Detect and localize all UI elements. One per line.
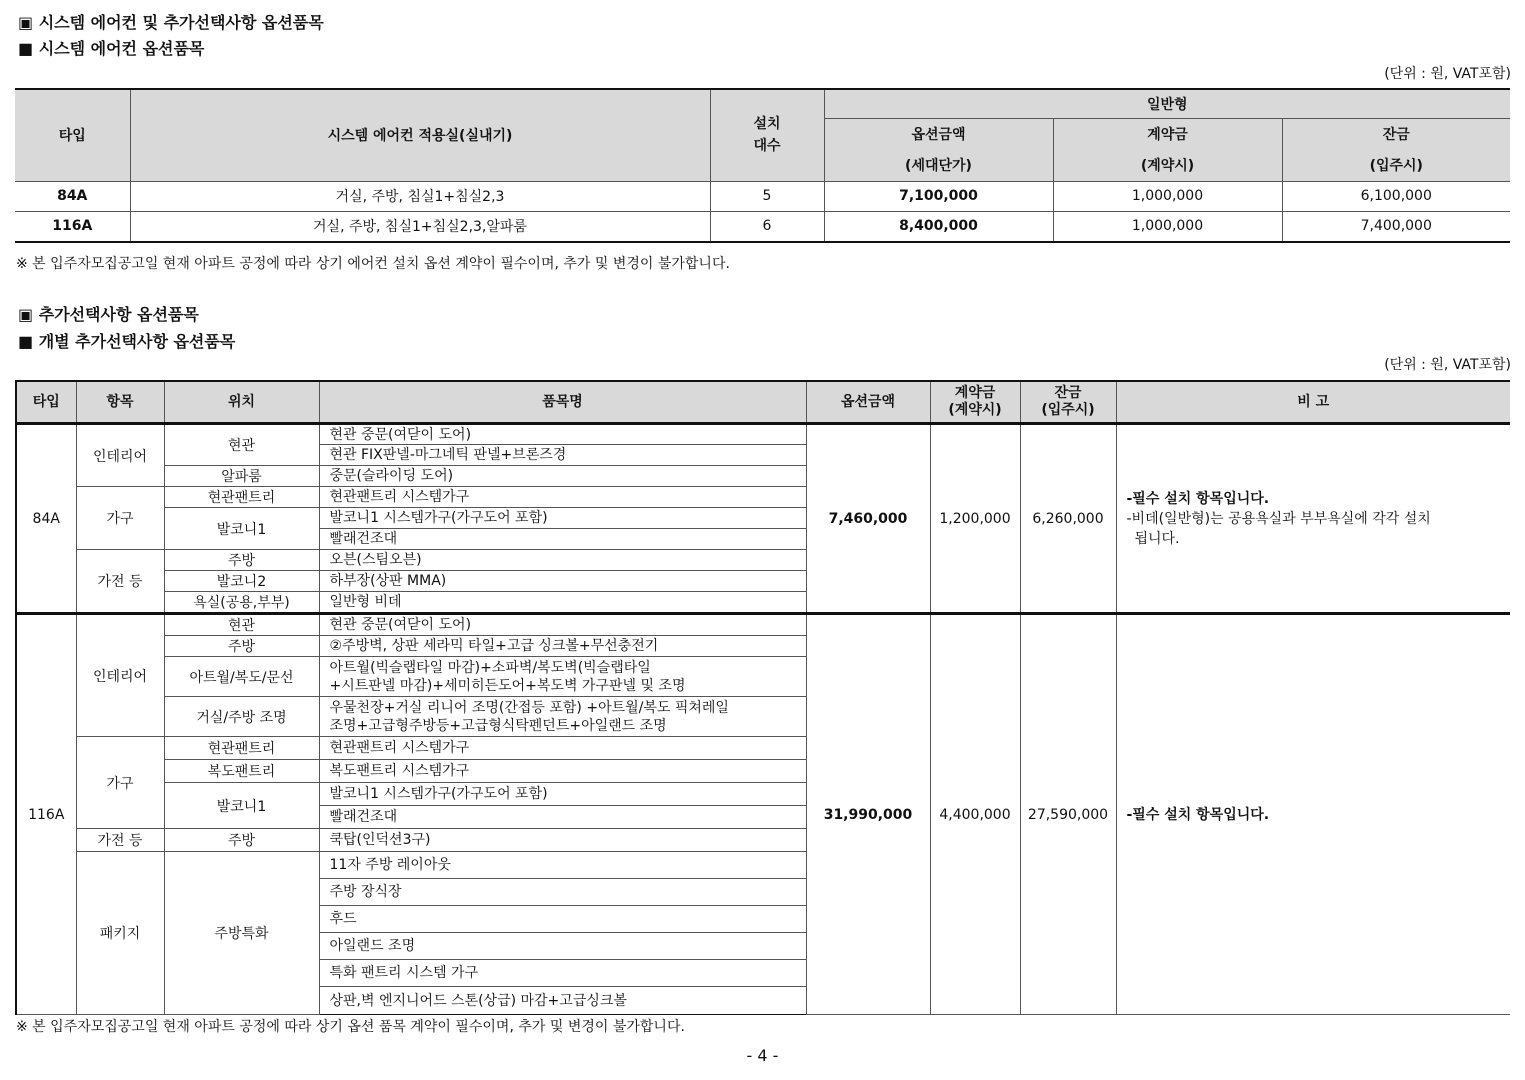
item-name: 오븐(스팀오븐)	[319, 550, 806, 571]
options-note: ※ 본 입주자모집공고일 현재 아파트 공정에 따라 상기 옵션 품목 계약이 필수이며, 추가 및 변경이 불가합니다.	[16, 1019, 685, 1035]
row-price: 8,400,000	[824, 211, 1053, 242]
category-appliance: 가전 등	[76, 550, 164, 614]
item-name: 아일랜드 조명	[319, 933, 806, 960]
header-balance-line2: (입주시)	[1041, 402, 1095, 418]
location-artwall: 아트월/복도/문선	[164, 657, 319, 697]
remark-84a	[1116, 424, 1510, 614]
location-balcony2: 발코니2	[164, 571, 319, 592]
item-name: 빨래건조대	[319, 529, 806, 550]
remark-line: -필수 설치 항목입니다.	[1126, 490, 1270, 507]
row-deposit: 1,000,000	[1053, 211, 1282, 242]
item-name: 발코니1 시스템가구(가구도어 포함)	[319, 783, 806, 806]
header-balance	[1020, 381, 1116, 424]
header-price: 옵션금액	[824, 118, 1053, 149]
category-package: 패키지	[76, 852, 164, 1015]
item-name: 현관 FIX판넬-마그네틱 판넬+브론즈경	[319, 445, 806, 466]
row-count: 6	[710, 211, 824, 242]
item-name: 하부장(상판 MMA)	[319, 571, 806, 592]
unit-note: (단위 : 원, VAT포함)	[1384, 357, 1511, 373]
item-line: 아트월(빅슬랩타일 마감)+소파벽/복도벽(빅슬랩타일	[329, 659, 651, 676]
category-furniture: 가구	[76, 737, 164, 829]
row-price: 7,100,000	[824, 181, 1053, 211]
header-location: 위치	[164, 381, 319, 424]
location-alpha: 알파룸	[164, 466, 319, 487]
item-line: 우물천장+거실 리니어 조명(간접등 포함) +아트월/복도 픽쳐레일	[329, 699, 729, 716]
location-balcony1: 발코니1	[164, 508, 319, 550]
item-name: 쿡탑(인덕션3구)	[319, 829, 806, 852]
category-interior: 인테리어	[76, 424, 164, 487]
header-type: 타입	[16, 381, 76, 424]
location-hall-pantry: 복도팬트리	[164, 760, 319, 783]
header-price-sub: (세대단가)	[824, 149, 1053, 181]
location-entrance: 현관	[164, 424, 319, 466]
section-heading-options: ▣ 추가선택사항 옵션품목	[18, 305, 199, 324]
row-room: 거실, 주방, 침실1+침실2,3	[130, 181, 710, 211]
item-name: ②주방벽, 상판 세라믹 타일+고급 싱크볼+무선충전기	[319, 636, 806, 657]
header-balance-line1: 잔금	[1054, 385, 1082, 401]
remark-line: -비데(일반형)는 공용욕실과 부부욕실에 각각 설치	[1126, 510, 1431, 527]
table-row	[16, 424, 1510, 445]
header-deposit-line1: 계약금	[954, 385, 996, 401]
type-84a: 84A	[16, 424, 76, 614]
location-lighting: 거실/주방 조명	[164, 697, 319, 737]
remark-line: 됩니다.	[1134, 530, 1180, 547]
header-count-line1: 설치	[753, 116, 781, 133]
row-deposit: 1,000,000	[1053, 181, 1282, 211]
row-room: 거실, 주방, 침실1+침실2,3,알파룸	[130, 211, 710, 242]
header-balance-sub: (입주시)	[1282, 149, 1510, 181]
table-row	[15, 181, 1510, 211]
row-balance: 6,100,000	[1282, 181, 1510, 211]
item-name: 일반형 비데	[319, 592, 806, 614]
type-116a: 116A	[16, 614, 76, 1015]
aircon-option-table	[15, 88, 1510, 243]
item-name: 중문(슬라이딩 도어)	[319, 466, 806, 487]
header-deposit-sub: (계약시)	[1053, 149, 1282, 181]
item-name	[319, 657, 806, 697]
category-interior: 인테리어	[76, 614, 164, 737]
location-kitchen: 주방	[164, 550, 319, 571]
item-name: 현관팬트리 시스템가구	[319, 737, 806, 760]
category-appliance: 가전 등	[76, 829, 164, 852]
header-item: 품목명	[319, 381, 806, 424]
remark-116a: -필수 설치 항목입니다.	[1116, 614, 1510, 1015]
item-line: 조명+고급형주방등+고급형식탁펜던트+아일랜드 조명	[329, 717, 667, 734]
deposit-116a: 4,400,000	[930, 614, 1020, 1015]
section-heading-main: ▣ 시스템 에어컨 및 추가선택사항 옵션품목	[18, 13, 324, 32]
row-balance: 7,400,000	[1282, 211, 1510, 242]
category-furniture: 가구	[76, 487, 164, 550]
row-type: 116A	[15, 211, 130, 242]
item-name	[319, 697, 806, 737]
header-balance: 잔금	[1282, 118, 1510, 149]
location-kitchen-special: 주방특화	[164, 852, 319, 1015]
page-number: - 4 -	[746, 1046, 779, 1065]
location-kitchen: 주방	[164, 636, 319, 657]
row-type: 84A	[15, 181, 130, 211]
header-room: 시스템 에어컨 적용실(실내기)	[130, 89, 710, 181]
item-name: 특화 팬트리 시스템 가구	[319, 960, 806, 987]
item-line: +시트판넬 마감)+세미히든도어+복도벽 가구판넬 및 조명	[329, 677, 686, 694]
price-84a: 7,460,000	[806, 424, 930, 614]
table-row	[16, 614, 1510, 636]
header-type: 타입	[15, 89, 130, 181]
header-count	[710, 89, 824, 181]
item-name: 현관 중문(여닫이 도어)	[319, 614, 806, 636]
row-count: 5	[710, 181, 824, 211]
section-heading-aircon: ■ 시스템 에어컨 옵션품목	[18, 39, 205, 58]
section-heading-individual: ■ 개별 추가선택사항 옵션품목	[18, 332, 236, 351]
header-deposit: 계약금	[1053, 118, 1282, 149]
header-deposit	[930, 381, 1020, 424]
balance-116a: 27,590,000	[1020, 614, 1116, 1015]
location-entrance: 현관	[164, 614, 319, 636]
deposit-84a: 1,200,000	[930, 424, 1020, 614]
location-kitchen: 주방	[164, 829, 319, 852]
price-116a: 31,990,000	[806, 614, 930, 1015]
header-price: 옵션금액	[806, 381, 930, 424]
location-bath: 욕실(공용,부부)	[164, 592, 319, 614]
header-remark: 비 고	[1116, 381, 1510, 424]
additional-option-table	[15, 380, 1510, 1015]
item-name: 현관팬트리 시스템가구	[319, 487, 806, 508]
location-balcony1: 발코니1	[164, 783, 319, 829]
item-name: 현관 중문(여닫이 도어)	[319, 424, 806, 445]
item-name: 주방 장식장	[319, 879, 806, 906]
item-name: 11자 주방 레이아웃	[319, 852, 806, 879]
location-entrance-pantry: 현관팬트리	[164, 487, 319, 508]
unit-note: (단위 : 원, VAT포함)	[1384, 66, 1511, 82]
header-count-line2: 대수	[753, 138, 781, 155]
item-name: 발코니1 시스템가구(가구도어 포함)	[319, 508, 806, 529]
header-category: 항목	[76, 381, 164, 424]
balance-84a: 6,260,000	[1020, 424, 1116, 614]
header-general: 일반형	[824, 89, 1510, 118]
table-row	[15, 211, 1510, 242]
item-name: 복도팬트리 시스템가구	[319, 760, 806, 783]
item-name: 상판,벽 엔지니어드 스톤(상급) 마감+고급싱크볼	[319, 987, 806, 1015]
header-deposit-line2: (계약시)	[948, 402, 1002, 418]
location-entrance-pantry: 현관팬트리	[164, 737, 319, 760]
aircon-note: ※ 본 입주자모집공고일 현재 아파트 공정에 따라 상기 에어컨 설치 옵션 계약이 필수이며, 추가 및 변경이 불가합니다.	[16, 256, 730, 272]
item-name: 후드	[319, 906, 806, 933]
item-name: 빨래건조대	[319, 806, 806, 829]
